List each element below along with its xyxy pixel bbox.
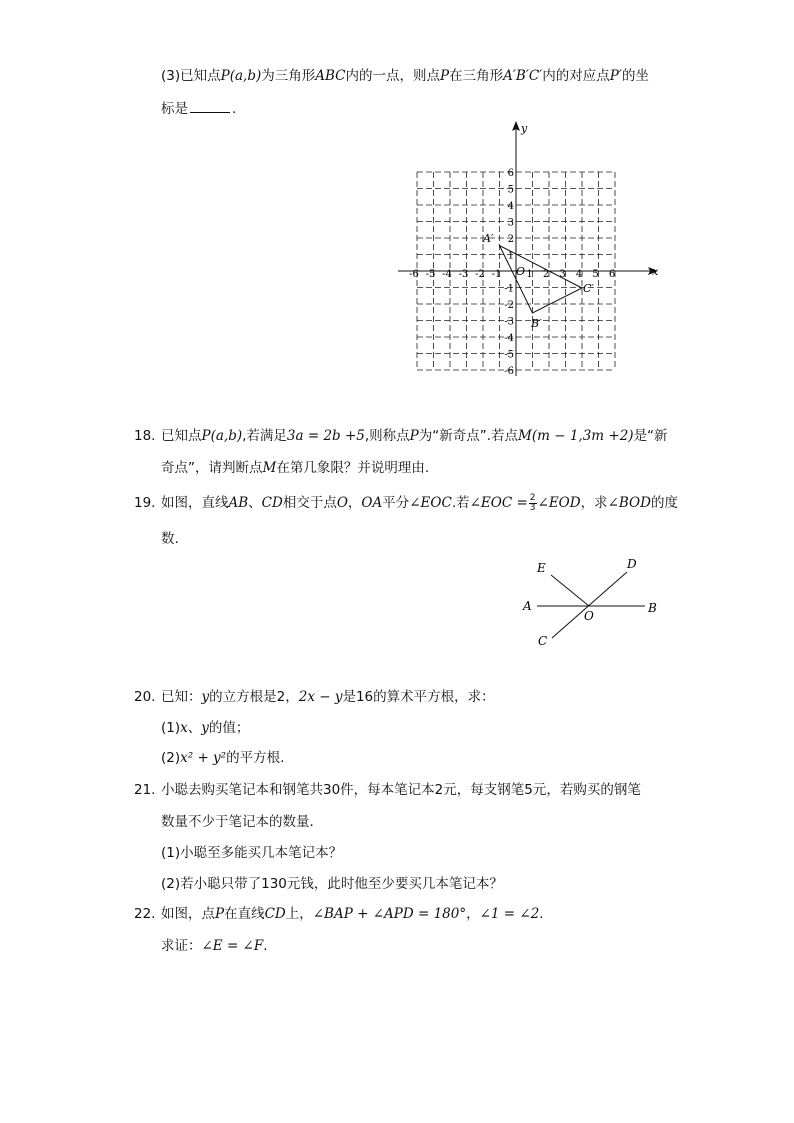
q20-part1 [161, 718, 249, 738]
q18-number: 18. [134, 428, 156, 444]
text: 奇点”，请判断点 [161, 460, 263, 476]
text: ,若满足 [242, 428, 287, 444]
ray-oe [551, 575, 589, 606]
text: 内的对应点 [542, 68, 610, 84]
x-tick-label: -3 [458, 269, 469, 280]
text: 如图，直线 [161, 495, 229, 511]
math: y [201, 720, 209, 736]
text: ，求 [580, 495, 608, 511]
text: 平分 [382, 495, 410, 511]
text: 已知点 [161, 428, 202, 444]
math-point: P(a,b) [220, 68, 262, 84]
math: ∠E = ∠F [201, 938, 264, 954]
fraction-two-thirds [529, 494, 537, 513]
text: (1) [161, 720, 181, 736]
y-tick-label: 5 [507, 184, 514, 196]
q18-line2 [161, 458, 429, 478]
y-tick-label: 4 [507, 201, 514, 212]
math: P [409, 428, 419, 444]
text: 的度 [650, 495, 678, 511]
y-tick-label: -2 [504, 300, 514, 311]
q21-part1: (1)小聪至多能买几本笔记本？ [161, 845, 343, 861]
q18-line1 [161, 426, 668, 446]
coordinate-graph [390, 118, 690, 398]
math: P [215, 906, 225, 922]
text: 为“新奇点”.若点 [418, 428, 519, 444]
math: ∠EOC = [469, 495, 528, 511]
text: 的立方根是2， [209, 689, 299, 705]
y-tick-label: -5 [504, 349, 514, 361]
math-p: P [439, 68, 450, 84]
y-tick-label: -3 [504, 316, 514, 328]
math: ∠EOC [409, 495, 452, 511]
label-b: B [648, 601, 657, 615]
x-tick-label: 6 [608, 269, 616, 280]
text: 如图，点 [161, 906, 215, 922]
q19-line1 [161, 493, 678, 513]
math: AB [228, 495, 249, 511]
math: P(a,b) [201, 428, 243, 444]
origin-label: O [516, 265, 526, 278]
math: ∠BAP + ∠APD = 180° [312, 906, 467, 922]
math: x² + y² [180, 750, 227, 766]
x-tick-label: -1 [491, 269, 502, 280]
text: 相交于点 [282, 495, 337, 511]
math: 3a = 2b +5 [286, 428, 365, 444]
y-tick-label: 1 [507, 250, 514, 262]
math: CD [261, 495, 283, 511]
x-tick-label: 2 [542, 269, 550, 280]
text: 、 [248, 495, 262, 511]
math-triangle: ABC [315, 68, 346, 84]
text: . [232, 101, 237, 117]
answer-blank [190, 100, 230, 113]
text: . [539, 906, 544, 922]
y-tick-label: 6 [507, 168, 514, 179]
label-c: C [538, 634, 548, 648]
math: ∠1 = ∠2 [479, 906, 540, 922]
y-axis-label: y [521, 122, 528, 135]
math: y [201, 689, 210, 705]
label-e: E [537, 561, 546, 575]
point-a-prime-label: A′ [483, 232, 494, 245]
math: 2x − y [298, 689, 343, 705]
text: 是16的算术平方根，求： [342, 689, 495, 705]
math: OA [361, 495, 383, 511]
text: 在直线 [224, 906, 265, 922]
q17-part3-line1 [161, 66, 649, 86]
math: M [262, 460, 277, 476]
line-cd [552, 572, 627, 638]
math: ∠BOD [607, 495, 651, 511]
fraction-denominator: 3 [529, 502, 536, 513]
math-triangle2: A′B′C′ [503, 68, 543, 84]
text: 上， [285, 906, 313, 922]
text: 的平方根. [226, 750, 285, 766]
x-tick-label: 3 [559, 269, 566, 280]
x-tick-label: -5 [425, 269, 436, 280]
math: CD [264, 906, 286, 922]
y-tick-label: 3 [507, 217, 514, 229]
q22-line1 [161, 904, 544, 924]
q19-number: 19. [134, 495, 156, 511]
text: 已知： [161, 689, 202, 705]
q22-line2 [161, 936, 268, 956]
x-tick-label: 1 [526, 269, 533, 280]
text: ， [347, 495, 362, 511]
q20-number: 20. [134, 689, 156, 705]
y-tick-label: -6 [504, 366, 514, 377]
x-tick-label: -4 [442, 269, 452, 280]
text: 的坐 [621, 68, 649, 84]
x-axis-label: x [652, 265, 659, 278]
fraction-numerator: 2 [529, 492, 536, 503]
text: . [263, 938, 268, 954]
text: 在第几象限？并说明理由. [276, 460, 430, 476]
q17-part3-line2 [161, 99, 236, 119]
x-tick-label: 4 [575, 269, 583, 280]
x-tick-label: -2 [475, 269, 485, 280]
x-tick-label: -6 [409, 269, 419, 280]
text: 为三角形 [261, 68, 316, 84]
text: (3)已知点 [161, 68, 221, 84]
x-tick-label: 5 [592, 269, 599, 280]
label-a: A [523, 599, 532, 613]
text: ， [466, 906, 480, 922]
text: 内的一点，则点 [345, 68, 440, 84]
y-tick-label: -1 [504, 283, 514, 295]
text: 求证： [161, 938, 202, 954]
math: ∠EOD [537, 495, 581, 511]
math-pp: P′ [609, 68, 622, 84]
q19-line2: 数. [161, 531, 179, 547]
y-tick-label: -4 [504, 333, 514, 344]
intersecting-lines-figure [515, 556, 685, 656]
point-c-prime-label: C′ [583, 282, 594, 295]
q21-line1: 小聪去购买笔记本和钢笔共30件，每本笔记本2元，每支钢笔5元，若购买的钢笔 [161, 782, 641, 798]
text: 、 [187, 720, 202, 736]
text: .若 [451, 495, 470, 511]
q20-line1 [161, 687, 495, 707]
q21-number: 21. [134, 782, 156, 798]
q21-part2: (2)若小聪只带了130元钱，此时他至少要买几本笔记本？ [161, 876, 503, 892]
text: 的值； [208, 720, 250, 736]
q20-part2 [161, 748, 284, 768]
q21-line2: 数量不少于笔记本的数量. [161, 814, 314, 830]
text: 在三角形 [449, 68, 504, 84]
math: O [336, 495, 348, 511]
math: x [180, 720, 188, 736]
text: 标是 [161, 101, 188, 117]
label-d: D [627, 557, 637, 571]
label-o: O [584, 609, 594, 623]
math: M(m − 1,3m +2) [518, 428, 634, 444]
point-b-prime-label: B′ [531, 317, 542, 330]
text: 是“新 [633, 428, 668, 444]
text: (2) [161, 750, 181, 766]
q22-number: 22. [134, 906, 156, 922]
text: ,则称点 [364, 428, 410, 444]
y-tick-label: 2 [507, 234, 514, 245]
